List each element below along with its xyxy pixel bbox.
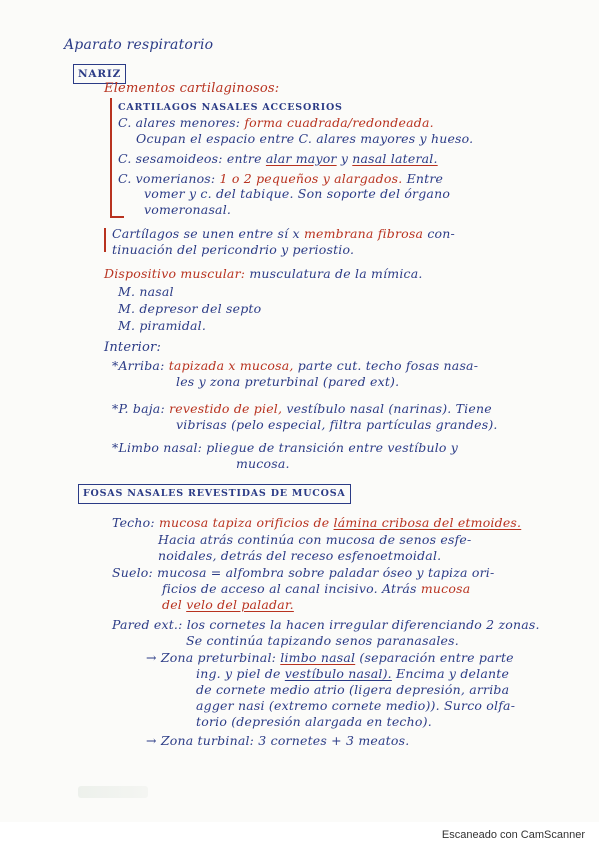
limbo-line: *Limbo nasal: pliegue de transición entre vestíbulo y — [112, 440, 459, 455]
alares-line: C. alares menores: forma cuadrada/redondeada. — [118, 115, 434, 130]
membrana-cont: tinuación del pericondrio y periostio. — [112, 242, 355, 257]
alares-desc: Ocupan el espacio entre C. alares mayores y hueso. — [136, 131, 474, 146]
vomerianos-end: vomeronasal. — [144, 202, 232, 217]
vomerianos-line: C. vomerianos: 1 o 2 pequeños y alargados. Entre — [118, 171, 444, 186]
arriba-line: *Arriba: tapizada x mucosa, parte cut. techo fosas nasa- — [112, 358, 479, 373]
interior-heading: Interior: — [104, 340, 162, 355]
zona-preturbinal-4: agger nasi (extremo cornete medio)). Surco olfa- — [196, 698, 516, 713]
zona-preturbinal-2: ing. y piel de vestíbulo nasal). Encima y delante — [196, 666, 510, 681]
techo-end: noidales, detrás del receso esfenoetmoidal. — [158, 548, 442, 563]
techo-cont: Hacia atrás continúa con mucosa de senos esfe- — [158, 532, 472, 547]
suelo-line: Suelo: mucosa = alfombra sobre paladar óseo y tapiza ori- — [112, 565, 495, 580]
membrana-bracket — [104, 228, 106, 252]
accesorios-heading: CARTILAGOS NASALES ACCESORIOS — [118, 102, 343, 113]
techo-line: Techo: mucosa tapiza orificios de lámina cribosa del etmoides. — [112, 515, 522, 530]
page-title: Aparato respiratorio — [64, 37, 214, 53]
scanner-footer — [0, 822, 599, 848]
dispositivo-line: Dispositivo muscular: musculatura de la mímica. — [104, 266, 423, 281]
musculo-piramidal: M. piramidal. — [118, 318, 207, 333]
section-box-fosas — [78, 484, 351, 504]
suelo-end: del velo del paladar. — [162, 597, 294, 612]
vomerianos-desc: vomer y c. del tabique. Son soporte del órgano — [144, 186, 451, 201]
pbaja-cont: vibrisas (pelo especial, filtra partículas grandes). — [176, 417, 498, 432]
musculo-nasal: M. nasal — [118, 284, 174, 299]
zona-preturbinal-3: de cornete medio atrio (ligera depresión, arriba — [196, 682, 510, 697]
musculo-depresor: M. depresor del septo — [118, 301, 262, 316]
bracket-line — [110, 98, 112, 216]
limbo-cont: mucosa. — [236, 456, 290, 471]
pbaja-line: *P. baja: revestido de piel, vestíbulo nasal (narinas). Tiene — [112, 401, 492, 416]
scanner-watermark: Escaneado con CamScanner — [441, 829, 585, 841]
pared-cont: Se continúa tapizando senos paranasales. — [186, 633, 459, 648]
nariz-heading: NARIZ — [73, 64, 126, 84]
pared-line: Pared ext.: los cornetes la hacen irregular diferenciando 2 zonas. — [112, 617, 540, 632]
zona-preturbinal-line: → Zona preturbinal: limbo nasal (separación entre parte — [146, 650, 514, 665]
membrana-line: Cartílagos se unen entre sí x membrana fibrosa con- — [112, 226, 455, 241]
sesamoideos-line: C. sesamoideos: entre alar mayor y nasal lateral. — [118, 151, 438, 166]
bracket-foot — [110, 216, 124, 218]
faded-scribble — [78, 786, 148, 798]
elementos-heading: Elementos cartilaginosos: — [104, 81, 280, 96]
suelo-cont: ficios de acceso al canal incisivo. Atrás mucosa — [162, 581, 471, 596]
arriba-cont: les y zona preturbinal (pared ext). — [176, 374, 400, 389]
zona-preturbinal-5: torio (depresión alargada en techo). — [196, 714, 432, 729]
fosas-heading: FOSAS NASALES REVESTIDAS DE MUCOSA — [78, 484, 351, 504]
zona-turbinal-line: → Zona turbinal: 3 cornetes + 3 meatos. — [146, 733, 410, 748]
